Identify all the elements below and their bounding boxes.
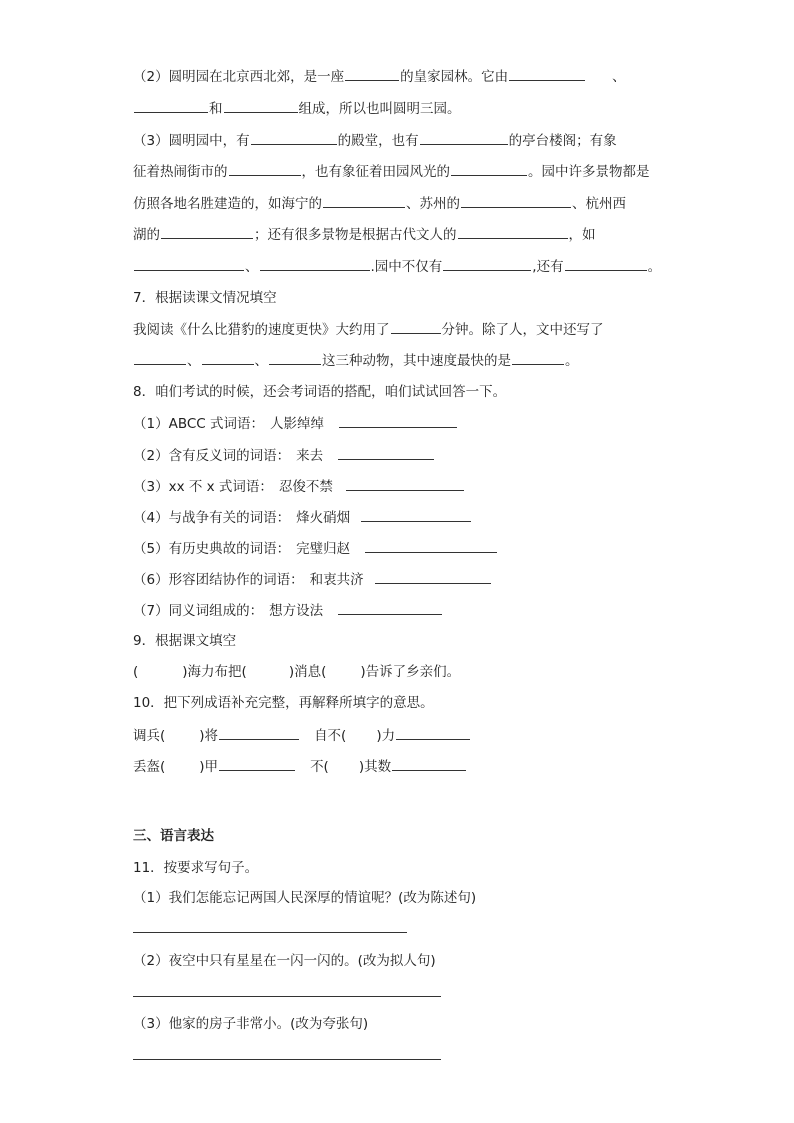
blank[interactable]: [420, 130, 508, 145]
q8-item: [133, 538, 498, 559]
q8-item-label: （2）含有反义词的词语：: [133, 448, 291, 464]
q6-text: 的亭台楼阁；有象: [508, 133, 617, 149]
q11-title: 11．按要求写句子。: [133, 860, 259, 876]
q6-text: .园中不仅有: [370, 259, 443, 275]
q9-title: 9．根据课文填空: [133, 633, 237, 649]
q6-text: 和: [209, 101, 223, 117]
blank[interactable]: [134, 256, 244, 271]
q9-line: [133, 662, 460, 682]
q6-text: 湖的: [133, 227, 160, 243]
blank[interactable]: [391, 319, 441, 334]
blank[interactable]: [224, 98, 298, 113]
blank[interactable]: [202, 350, 254, 365]
q8-item-word: 烽火硝烟: [296, 510, 351, 526]
blank[interactable]: [345, 66, 399, 81]
q10-text: 不(: [310, 759, 329, 775]
q6-text: 仿照各地名胜建造的，如海宁的: [133, 196, 322, 212]
q8-item: [133, 507, 472, 528]
q8-item-label: （7）同义词组成的：: [133, 603, 264, 619]
q10-text: )甲: [199, 759, 219, 775]
q8-item-word: 完璧归赵: [296, 541, 351, 557]
q8-item: [133, 445, 435, 466]
q6-text: 。: [647, 259, 662, 275]
q8-item-label: （6）形容团结协作的词语：: [133, 572, 304, 588]
blank[interactable]: [512, 350, 564, 365]
blank[interactable]: [338, 445, 434, 460]
q6-line-1: [133, 66, 626, 87]
q8-item-label: （1）ABCC 式词语：: [133, 416, 264, 432]
q6-text: 组成，所以也叫圆明三园。: [298, 101, 461, 117]
q11-sentence-3: （3）他家的房子非常小。(改为夸张句): [133, 1016, 369, 1032]
q6-text: 、杭州西: [572, 196, 626, 212]
blank[interactable]: [361, 507, 471, 522]
blank[interactable]: [134, 350, 186, 365]
q6-text: 的殿堂，也有: [337, 133, 419, 149]
q6-text: 、: [245, 259, 259, 275]
q8-item: [133, 476, 465, 497]
q6-text: 、: [612, 69, 626, 85]
q8-item-label: （3）xx 不 x 式词语：: [133, 479, 273, 495]
q6-text: （2）圆明园在北京西北郊，是一座: [133, 69, 345, 85]
q6-line-6: [133, 224, 596, 245]
answer-line[interactable]: [133, 932, 407, 933]
q10-title: 10．把下列成语补充完整，再解释所填字的意思。: [133, 695, 434, 711]
blank[interactable]: [260, 256, 370, 271]
blank[interactable]: [251, 130, 337, 145]
q8-item-word: 人影绰绰: [270, 416, 324, 432]
q11-sentence-2: （2）夜空中只有星星在一闪一闪的。(改为拟人句): [133, 953, 436, 969]
q6-text: 的皇家园林。它由: [400, 69, 509, 85]
q7-title: 7．根据读课文情况填空: [133, 290, 277, 306]
blank[interactable]: [229, 161, 301, 176]
q7-text: 我阅读《什么比猎豹的速度更快》大约用了: [133, 322, 390, 338]
blank[interactable]: [161, 224, 253, 239]
q9-text: (: [133, 664, 139, 680]
blank[interactable]: [396, 725, 470, 740]
blank[interactable]: [346, 476, 464, 491]
q10-text: 自不(: [314, 728, 347, 744]
blank[interactable]: [338, 600, 442, 615]
blank[interactable]: [219, 725, 299, 740]
q6-line-7: [133, 256, 661, 277]
q6-text: ，也有象征着田园风光的: [301, 164, 450, 180]
q9-text: )海力布把(: [182, 664, 247, 680]
blank[interactable]: [134, 98, 208, 113]
q6-text: ；还有很多景物是根据古代文人的: [254, 227, 457, 243]
q10-text: 丢盔(: [133, 759, 166, 775]
q6-text: 征着热闹街市的: [133, 164, 228, 180]
blank[interactable]: [461, 193, 571, 208]
blank[interactable]: [458, 224, 568, 239]
q8-item-label: （5）有历史典故的词语：: [133, 541, 291, 557]
q10-text: )将: [199, 728, 219, 744]
blank[interactable]: [339, 413, 457, 428]
q8-item-label: （4）与战争有关的词语：: [133, 510, 291, 526]
q6-text: ,还有: [532, 259, 564, 275]
blank[interactable]: [392, 756, 466, 771]
q8-item-word: 想方设法: [269, 603, 324, 619]
q8-item-word: 忍俊不禁: [278, 479, 333, 495]
answer-line[interactable]: [133, 1059, 441, 1060]
q10-row-2: [133, 756, 467, 777]
blank[interactable]: [443, 256, 531, 271]
q6-line-3: [133, 130, 617, 151]
q6-line-2: [133, 98, 461, 119]
q10-row-1: [133, 725, 471, 746]
q8-title: 8．咱们考试的时候，还会考词语的搭配，咱们试试回答一下。: [133, 384, 507, 400]
answer-line[interactable]: [133, 996, 441, 997]
blank[interactable]: [451, 161, 527, 176]
blank[interactable]: [375, 569, 491, 584]
q7-text: 这三种动物，其中速度最快的是: [322, 353, 511, 369]
q7-text: 、: [187, 353, 201, 369]
section-heading: 三、语言表达: [133, 828, 214, 844]
q6-text: 、苏州的: [406, 196, 460, 212]
q11-sentence-1: （1）我们怎能忘记两国人民深厚的情谊呢？(改为陈述句): [133, 890, 477, 906]
q6-line-5: [133, 193, 626, 214]
q10-text: )力: [376, 728, 396, 744]
q10-text: )其数: [358, 759, 392, 775]
q9-text: )消息(: [288, 664, 327, 680]
q7-text: 。: [565, 353, 579, 369]
q8-item: [133, 600, 443, 621]
q6-text: （3）圆明园中，有: [133, 133, 250, 149]
q6-text: 。园中许多景物都是: [528, 164, 650, 180]
q8-item-word: 来去: [296, 448, 324, 464]
q7-text: 、: [254, 353, 268, 369]
q8-item-word: 和衷共济: [309, 572, 364, 588]
q6-text: ，如: [568, 227, 596, 243]
q6-line-4: [133, 161, 650, 182]
q9-text: )告诉了乡亲们。: [360, 664, 461, 680]
blank[interactable]: [269, 350, 321, 365]
q10-text: 调兵(: [133, 728, 166, 744]
blank[interactable]: [509, 66, 585, 81]
q7-text: 分钟。除了人，文中还写了: [441, 322, 604, 338]
q7-line-1: [133, 319, 604, 340]
q8-item: [133, 413, 458, 434]
q8-item: [133, 569, 492, 590]
q7-line-2: [133, 350, 579, 371]
blank[interactable]: [565, 256, 647, 271]
blank[interactable]: [365, 538, 497, 553]
blank[interactable]: [323, 193, 405, 208]
blank[interactable]: [219, 756, 295, 771]
